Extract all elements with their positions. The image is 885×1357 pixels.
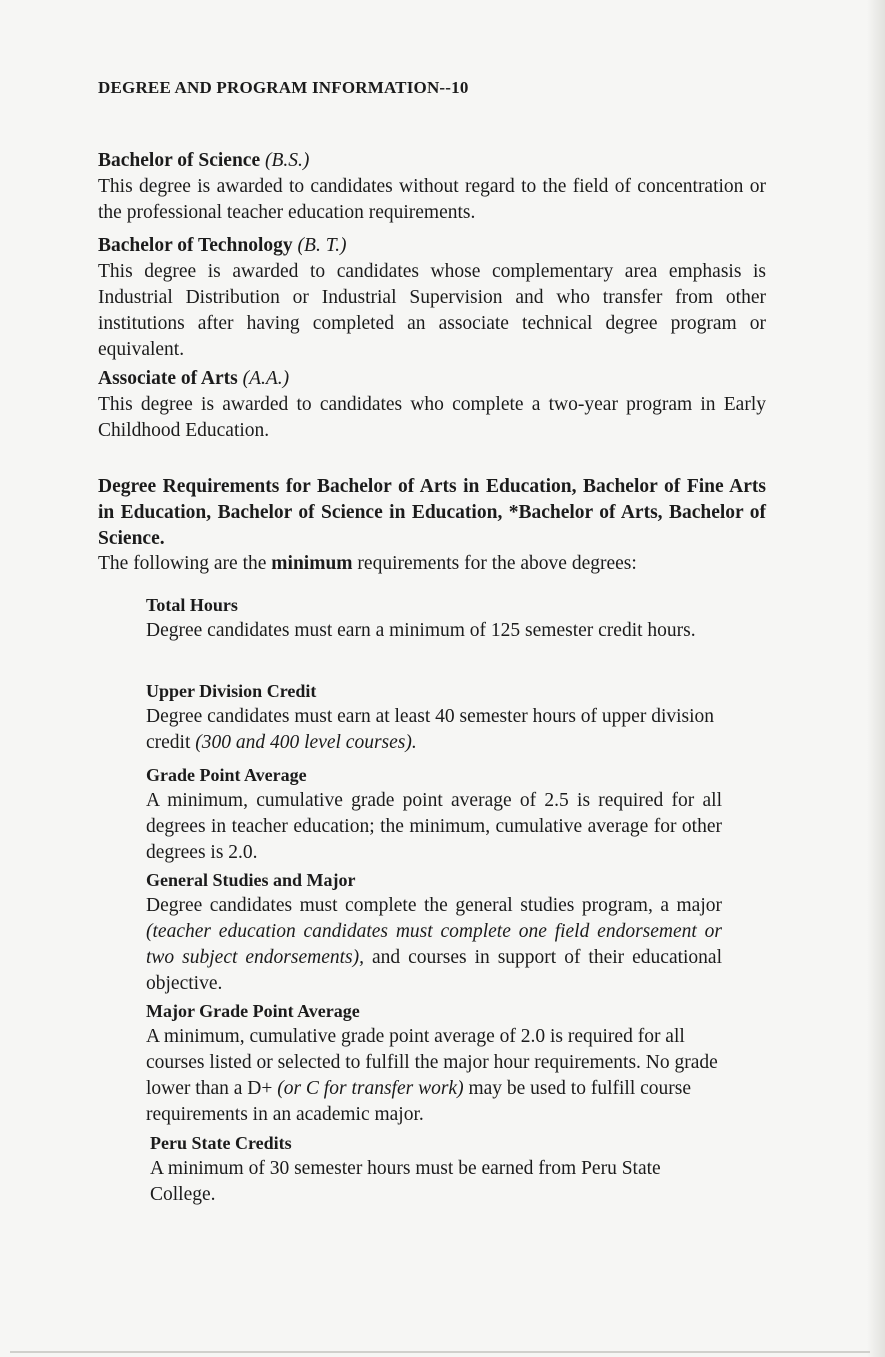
requirement-peru-state [150, 1130, 722, 1208]
running-head: DEGREE AND PROGRAM INFORMATION--10 [98, 78, 469, 97]
degree-title: Bachelor of Science [98, 150, 261, 171]
degree-title: Bachelor of Technology [98, 235, 293, 256]
requirement-text-italic: (teacher education candidates must complete one field endorsement or two subject endorsements), [146, 921, 722, 968]
requirement-text-part: A minimum, cumulative grade point average of 2.0 is required for all courses listed or selected to fulfill the major hour requirements. No grade lower than a D+ [146, 1026, 718, 1099]
requirement-text-italic: (300 and 400 level courses). [195, 732, 417, 753]
requirement-text-italic: (or C for transfer work) [277, 1078, 464, 1099]
section-associate-of-arts [98, 366, 766, 444]
intro-text: requirements for the above degrees: [352, 553, 637, 574]
section-heading [98, 148, 766, 174]
requirement-text: Degree candidates must earn a minimum of 125 semester credit hours. [146, 620, 696, 641]
degree-abbreviation: (A.A.) [242, 368, 290, 389]
requirement-text-part: may be used to fulfill course requirements in an academic major. [146, 1078, 692, 1125]
page-edge-shadow [867, 0, 885, 1357]
degree-abbreviation: (B. T.) [297, 235, 347, 256]
section-bachelor-of-science [98, 148, 766, 226]
requirement-total-hours [146, 592, 722, 644]
section-bachelor-of-technology [98, 233, 766, 363]
section-heading [98, 366, 766, 392]
section-text: This degree is awarded to candidates whose complementary area emphasis is Industrial Distribution or Industrial Supervision and who transfer from other institutions after having completed an associate technical degree program or equivalent. [98, 261, 766, 360]
requirement-title: Upper Division Credit [146, 681, 317, 701]
page-bottom-rule [10, 1351, 870, 1353]
requirement-general-studies [146, 867, 722, 997]
requirement-title: Grade Point Average [146, 765, 307, 785]
requirement-text [146, 704, 722, 756]
requirement-title: Peru State Credits [150, 1133, 292, 1153]
intro-emphasis: minimum [271, 553, 353, 574]
intro-text: The following are the [98, 553, 272, 574]
section-text: This degree is awarded to candidates who complete a two-year program in Early Childhood Education. [98, 394, 766, 441]
requirement-text-part: Degree candidates must complete the general studies program, a major [146, 895, 722, 916]
requirement-title: Total Hours [146, 595, 238, 615]
requirements-intro [98, 551, 766, 577]
section-heading [98, 233, 766, 259]
requirement-title: General Studies and Major [146, 870, 356, 890]
requirement-upper-division [146, 678, 722, 756]
degree-title: Associate of Arts [98, 368, 238, 389]
requirement-title: Major Grade Point Average [146, 1001, 360, 1021]
degree-abbreviation: (B.S.) [264, 150, 310, 171]
requirement-text-part: and courses in support of their educational objective. [146, 947, 723, 994]
requirement-text: A minimum, cumulative grade point average of 2.5 is required for all degrees in teacher education; the minimum, cumulative average for other degrees is 2.0. [146, 790, 722, 863]
requirements-heading: Degree Requirements for Bachelor of Arts in Education, Bachelor of Fine Arts in Education, Bachelor of Science in Education, *Bachelor of Arts, Bachelor of Science. [98, 476, 766, 549]
requirement-text: A minimum of 30 semester hours must be earned from Peru State College. [150, 1158, 661, 1205]
section-text: This degree is awarded to candidates without regard to the field of concentration or the professional teacher education requirements. [98, 176, 766, 223]
requirement-text [146, 1024, 722, 1128]
requirement-gpa [146, 762, 722, 866]
requirement-text [146, 893, 722, 997]
requirement-text-part: Degree candidates must earn at least 40 semester hours of upper division credit [146, 706, 715, 753]
requirement-major-gpa [146, 998, 722, 1128]
